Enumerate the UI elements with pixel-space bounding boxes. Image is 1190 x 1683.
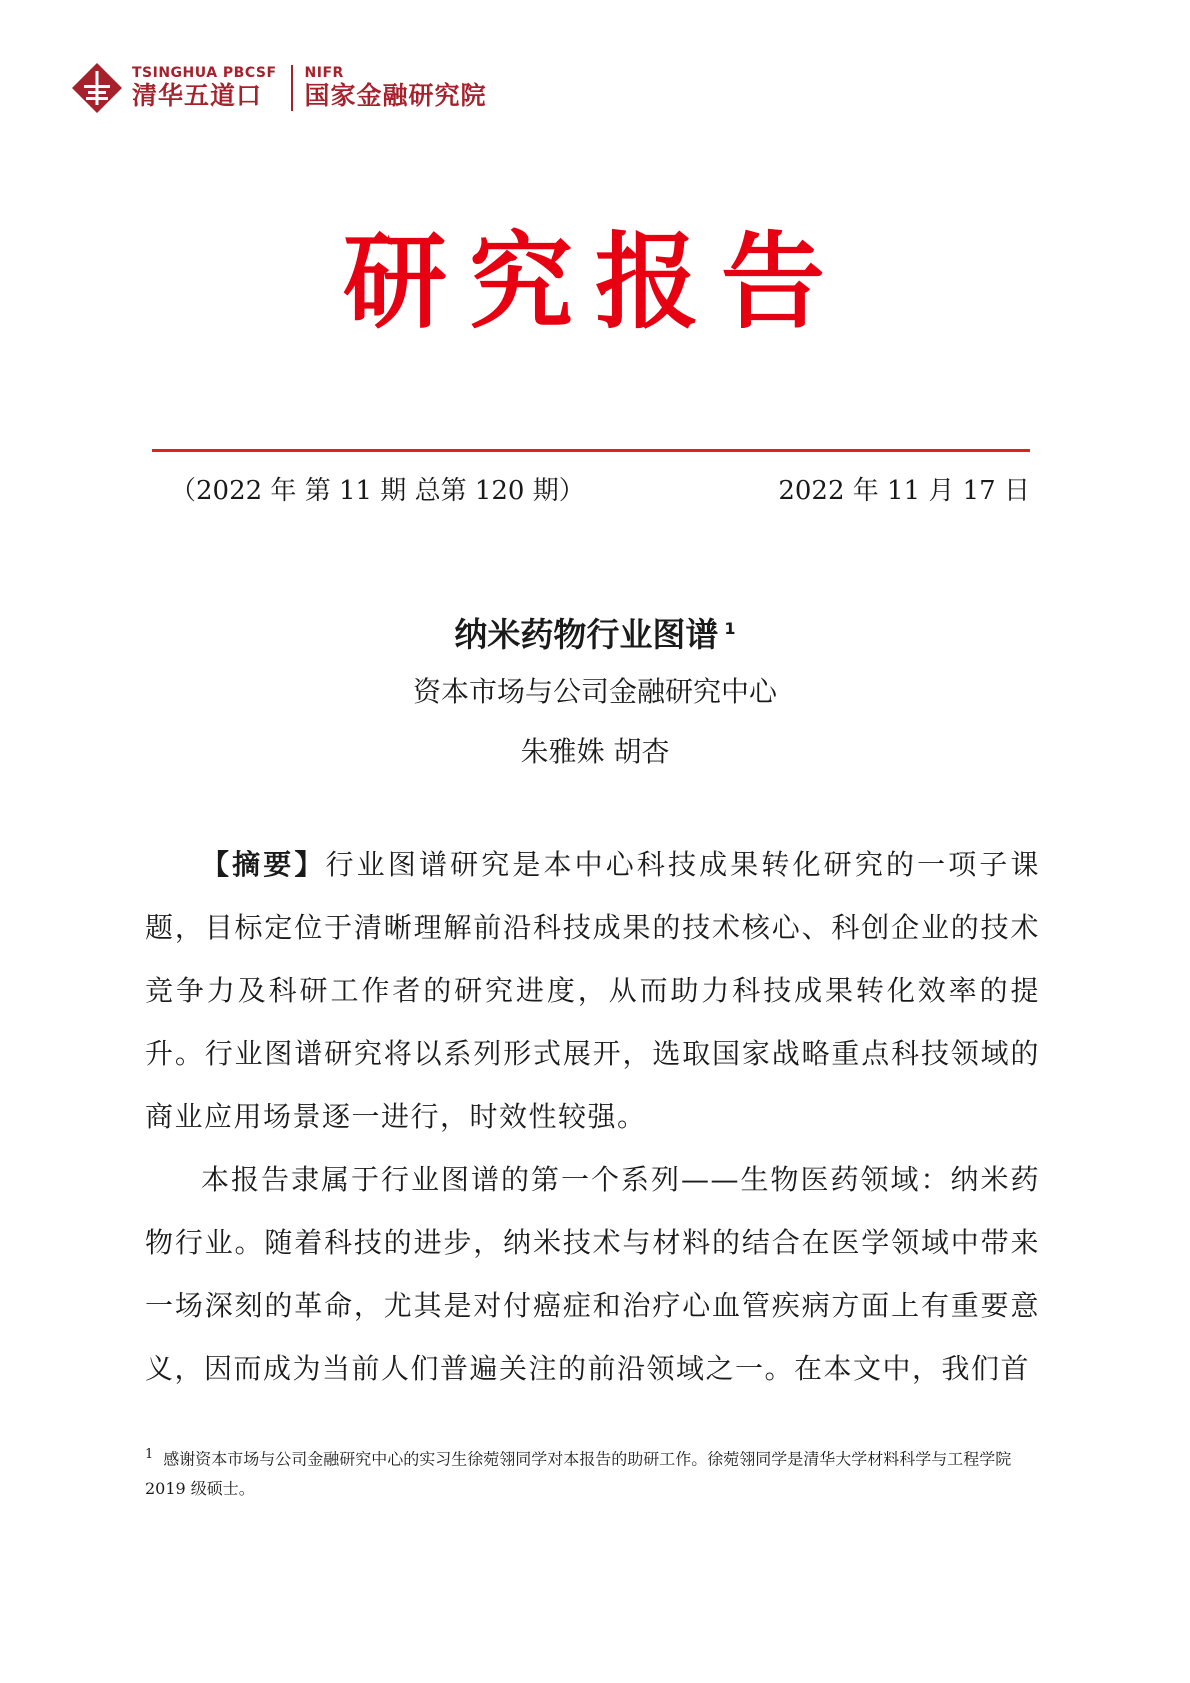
brand-cn: 清华五道口 xyxy=(132,81,263,110)
tsinghua-pbcsf-logo-icon xyxy=(70,61,124,115)
abstract-label: 【摘要】 xyxy=(201,848,326,881)
brand-divider xyxy=(291,65,293,111)
abstract-section xyxy=(145,833,1040,1400)
report-date: 2022 年 11 月 17 日 xyxy=(778,476,1030,506)
document-title-text: 纳米药物行业图谱 xyxy=(454,615,719,654)
research-center: 资本市场与公司金融研究中心 xyxy=(412,675,777,708)
authors: 朱雅姝 胡杏 xyxy=(520,735,670,768)
abstract-paragraph-2: 本报告隶属于行业图谱的第一个系列——生物医药领域：纳米药物行业。随着科技的进步，纳米技术与材料的结合在医学领域中带来一场深刻的革命，尤其是对付癌症和治疗心血管疾病方面上有重要意义，因而成为当前人们普遍关注的前沿领域之一。在本文中，我们首 xyxy=(145,1163,1040,1385)
footnote-mark: 1 xyxy=(145,1447,154,1462)
footnote-ref: 1 xyxy=(724,619,736,638)
title-divider xyxy=(152,449,1030,452)
report-type-title: 研究报告 xyxy=(342,220,847,343)
footnote-text: 感谢资本市场与公司金融研究中心的实习生徐菀翎同学对本报告的助研工作。徐菀翎同学是清华大学材料科学与工程学院 2019 级硕士。 xyxy=(145,1449,1012,1499)
header xyxy=(70,58,487,118)
abstract-paragraph-1 xyxy=(145,833,1040,1148)
brand-en: TSINGHUA PBCSF xyxy=(132,65,277,81)
nifr-cn: 国家金融研究院 xyxy=(304,81,487,110)
issue-number: （2022 年 第 11 期 总第 120 期） xyxy=(170,476,585,506)
nifr-en: NIFR xyxy=(304,65,344,81)
abstract-p1-text: 行业图谱研究是本中心科技成果转化研究的一项子课题，目标定位于清晰理解前沿科技成果的技术核心、科创企业的技术竞争力及科研工作者的研究进度，从而助力科技成果转化效率的提升。行业图谱研究将以系列形式展开，选取国家战略重点科技领域的商业应用场景逐一进行，时效性较强。 xyxy=(145,848,1040,1133)
document-title xyxy=(0,608,1190,656)
footnote xyxy=(145,1440,1040,1504)
brand-nifr xyxy=(305,65,487,111)
brand-tsinghua xyxy=(132,65,277,111)
